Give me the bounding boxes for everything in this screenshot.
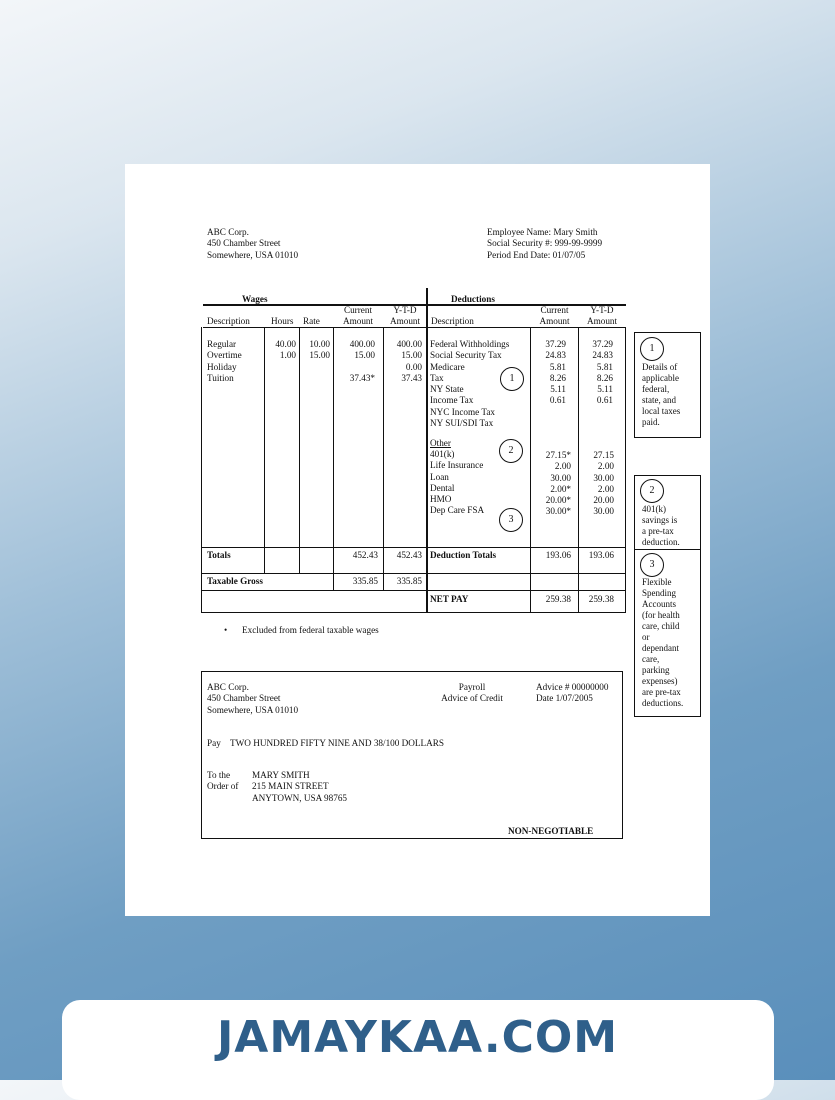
- table-cell: 5.11: [597, 384, 613, 395]
- table-row: NY SUI/SDI Tax: [430, 418, 494, 429]
- employee-name: Employee Name: Mary Smith: [487, 227, 598, 237]
- note-box-1: [634, 332, 701, 438]
- wages-header-hours: Hours: [271, 316, 294, 326]
- table-row: Loan: [430, 471, 449, 482]
- table-cell: 30.00: [550, 472, 571, 483]
- table-row: Life Insurance: [430, 460, 484, 471]
- table-row: Dep Care FSA: [430, 505, 485, 516]
- advice-number: Advice # 00000000: [536, 682, 609, 692]
- payroll-label: Payroll: [458, 682, 486, 692]
- taxable-gross-ytd: 335.85: [396, 576, 422, 586]
- table-row: Tax: [430, 372, 444, 383]
- table-row: NYC Income Tax: [430, 406, 496, 417]
- wages-header-ytd-top: Y-T-D: [393, 305, 417, 315]
- table-cell: 2.00: [597, 483, 614, 494]
- deductions-header-current-bottom: Amount: [539, 316, 570, 327]
- deduction-totals-label: Deduction Totals: [430, 550, 497, 560]
- company-street: 450 Chamber Street: [207, 238, 281, 249]
- advice-company-street: 450 Chamber Street: [207, 693, 281, 704]
- deductions-tax-description-column: [430, 339, 509, 429]
- taxable-gross-label: Taxable Gross: [207, 576, 263, 586]
- advice-company-address: [207, 682, 298, 716]
- non-negotiable-label: NON-NEGOTIABLE: [508, 826, 594, 836]
- to-the-order-of: [207, 770, 238, 793]
- table-cell: 0.61: [596, 395, 613, 406]
- deduction-totals-ytd: 193.06: [588, 550, 614, 560]
- footnote-bullet: •: [224, 625, 228, 635]
- table-cell: 37.43*: [349, 372, 375, 383]
- table-cell: [265, 362, 296, 373]
- deductions-header-ytd: [579, 305, 625, 328]
- advice-company-city: Somewhere, USA 01010: [207, 704, 299, 715]
- table-cell: 2.00: [597, 461, 614, 472]
- wages-hours-column: [265, 339, 296, 384]
- deduction-totals-current: 193.06: [545, 550, 571, 560]
- note-text-2: 401(k) savings is a pre-tax deduction.: [642, 504, 680, 547]
- table-row: Tuition: [207, 372, 234, 383]
- table-row: HMO: [430, 494, 452, 505]
- table-cell: 27.15*: [545, 450, 571, 460]
- company-city: Somewhere, USA 01010: [207, 249, 299, 260]
- table-row: Income Tax: [430, 395, 474, 406]
- pay-amount-words: TWO HUNDRED FIFTY NINE AND 38/100 DOLLARS: [230, 738, 445, 748]
- wages-header-current-top: Current: [343, 305, 373, 315]
- wages-current-column: [334, 339, 375, 384]
- table-cell: 20.00: [593, 495, 614, 506]
- deductions-header-description: Description: [431, 316, 474, 326]
- deductions-other-description-column: [430, 449, 484, 517]
- net-pay-ytd: 259.38: [588, 594, 614, 604]
- period-end-date: Period End Date: 01/07/05: [487, 249, 586, 260]
- wages-title: Wages: [242, 294, 268, 304]
- table-cell: 0.61: [549, 395, 566, 406]
- deductions-header-ytd-top: Y-T-D: [590, 305, 614, 315]
- table-row: Holiday: [207, 361, 237, 372]
- table-row: 401(k): [430, 449, 455, 459]
- table-cell: [300, 362, 330, 373]
- table-cell: 37.43: [401, 372, 422, 383]
- table-cell: 5.11: [550, 384, 566, 395]
- table-left-edge: [201, 327, 202, 612]
- deductions-header-current-top: Current: [540, 305, 569, 315]
- callout-marker-1: 1: [500, 367, 524, 391]
- table-cell: 8.26: [596, 372, 613, 383]
- table-row: Overtime: [207, 350, 242, 361]
- note-number-2: 2: [640, 479, 664, 503]
- table-cell: 20.00*: [545, 495, 571, 506]
- table-cell: 30.00*: [545, 506, 571, 517]
- table-cell: 8.26: [549, 372, 566, 383]
- footnote-text: Excluded from federal taxable wages: [242, 625, 379, 635]
- table-cell: 2.00: [554, 461, 571, 472]
- other-label: Other: [430, 438, 451, 448]
- note-text-1: Details of applicable federal, state, and local taxes paid.: [642, 362, 681, 427]
- table-right-edge: [625, 327, 626, 612]
- wages-header-ytd: [384, 305, 426, 328]
- deductions-tax-ytd-column: [579, 339, 613, 407]
- table-cell: 400.00: [349, 339, 375, 349]
- table-cell: 5.81: [549, 361, 566, 372]
- table-cell: 24.83: [592, 350, 613, 361]
- note-box-2: [634, 475, 701, 551]
- table-row: Federal Withholdings: [430, 339, 510, 349]
- payee-name: MARY SMITH: [252, 770, 310, 780]
- table-cell: 15.00: [354, 350, 375, 361]
- company-address: [207, 227, 298, 261]
- deductions-title: Deductions: [451, 294, 495, 304]
- employee-ssn: Social Security #: 999-99-9999: [487, 238, 603, 249]
- taxable-top-rule: [201, 573, 626, 574]
- table-cell: 24.83: [545, 350, 566, 361]
- deductions-header-ytd-bottom: Amount: [586, 316, 618, 327]
- table-cell: [300, 373, 330, 384]
- table-cell: 2.00*: [550, 483, 571, 494]
- pay-label: Pay: [207, 738, 221, 748]
- order-of-label: Order of: [207, 781, 239, 792]
- section-divider: [426, 288, 428, 612]
- table-cell: 1.00: [279, 350, 296, 361]
- table-cell: 0.00: [405, 361, 422, 372]
- table-row: Regular: [207, 339, 237, 349]
- table-cell: 400.00: [396, 339, 422, 349]
- note-text-3: Flexible Spending Accounts (for health care, child or dependant care, parking expenses) are pre-tax deductions.: [642, 577, 684, 708]
- wages-header-rate: Rate: [303, 316, 320, 326]
- note-number-1: 1: [640, 337, 664, 361]
- advice-date: Date 1/07/2005: [536, 693, 593, 704]
- payee-city: ANYTOWN, USA 98765: [252, 792, 348, 803]
- table-row: NY State: [430, 384, 464, 395]
- table-cell: 30.00: [593, 506, 614, 517]
- table-cell: [334, 362, 375, 373]
- deductions-tax-current-column: [531, 339, 566, 407]
- callout-marker-3: 3: [499, 508, 523, 532]
- to-the-label: To the: [207, 770, 231, 780]
- wages-header-description: Description: [207, 316, 250, 326]
- payee-street: 215 MAIN STREET: [252, 781, 329, 792]
- wages-rate-column: [300, 339, 330, 384]
- table-cell: 30.00: [593, 472, 614, 483]
- deductions-header-current: [531, 305, 578, 328]
- netpay-top-rule: [201, 590, 626, 591]
- net-pay-label: NET PAY: [430, 594, 469, 604]
- table-cell: [265, 373, 296, 384]
- table-bottom-rule: [201, 612, 626, 613]
- wages-header-current: [334, 305, 382, 328]
- pay-stub-document: [125, 164, 710, 916]
- wages-description-column: [207, 339, 242, 384]
- table-cell: 27.15: [593, 450, 614, 460]
- advice-number-date: [536, 682, 608, 705]
- wages-header-ytd-bottom: Amount: [389, 316, 421, 327]
- table-row: Dental: [430, 482, 455, 493]
- deductions-other-current-column: [531, 450, 571, 518]
- watermark-text: JAMAYKAA.COM: [216, 1012, 619, 1063]
- table-cell: 15.00: [401, 350, 422, 361]
- table-cell: 15.00: [309, 350, 330, 361]
- note-box-3: [634, 549, 701, 717]
- net-pay-current: 259.38: [545, 594, 571, 604]
- note-number-3: 3: [640, 553, 664, 577]
- table-cell: 10.00: [309, 339, 330, 349]
- table-cell: 37.29: [592, 339, 613, 349]
- company-name: ABC Corp.: [207, 227, 249, 237]
- payee-address: [252, 770, 347, 804]
- wages-header-current-bottom: Amount: [342, 316, 374, 327]
- advice-payroll-label: [432, 682, 512, 705]
- table-cell: 37.29: [545, 339, 566, 349]
- table-row: Medicare: [430, 361, 465, 372]
- taxable-gross-current: 335.85: [352, 576, 378, 586]
- advice-of-credit-box: [201, 671, 623, 839]
- wages-totals-current: 452.43: [352, 550, 378, 560]
- employee-info: [487, 227, 602, 261]
- table-row: Social Security Tax: [430, 350, 502, 361]
- advice-company-name: ABC Corp.: [207, 682, 249, 692]
- table-cell: 5.81: [596, 361, 613, 372]
- deductions-other-ytd-column: [579, 450, 614, 518]
- wages-totals-label: Totals: [207, 550, 231, 560]
- callout-marker-2: 2: [499, 439, 523, 463]
- advice-of-credit-label: Advice of Credit: [441, 693, 503, 704]
- wages-ytd-column: [384, 339, 422, 384]
- table-cell: 40.00: [275, 339, 296, 349]
- wages-totals-ytd: 452.43: [396, 550, 422, 560]
